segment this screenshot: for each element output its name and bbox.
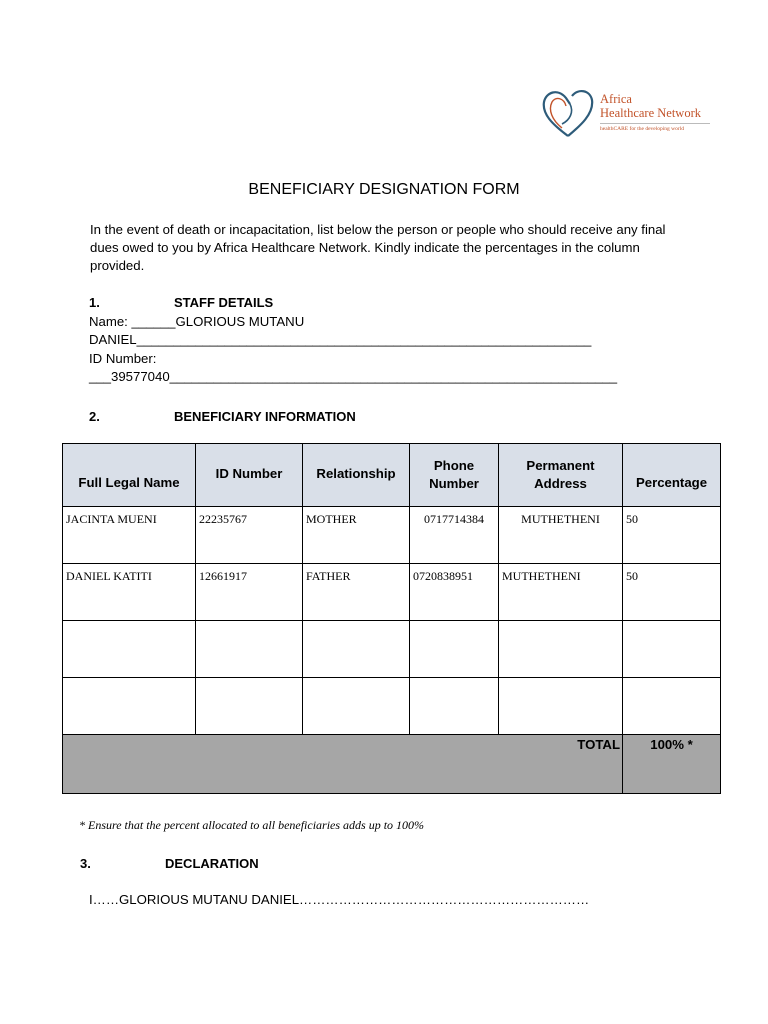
logo-wordmark bbox=[600, 92, 701, 120]
table-row bbox=[63, 507, 721, 564]
table-header-row bbox=[63, 444, 721, 507]
percentage-footnote: * Ensure that the percent allocated to all beneficiaries adds up to 100% bbox=[79, 818, 425, 832]
header-full-legal-name: Full Legal Name bbox=[63, 444, 196, 507]
total-value: 100% * bbox=[623, 735, 721, 794]
cell-phone[interactable]: 0717714384 bbox=[410, 507, 499, 564]
cell-percentage[interactable]: 50 bbox=[623, 564, 721, 621]
header-permanent-address: Permanent Address bbox=[499, 444, 623, 507]
cell-address[interactable]: MUTHETHENI bbox=[499, 564, 623, 621]
cell-id-number[interactable]: 12661917 bbox=[196, 564, 303, 621]
section-2-number: 2. bbox=[89, 409, 100, 424]
cell-phone[interactable] bbox=[410, 621, 499, 678]
heart-logo-icon bbox=[540, 84, 600, 142]
header-phone-number: Phone Number bbox=[410, 444, 499, 507]
staff-id-label: ID Number: bbox=[89, 351, 157, 366]
cell-relationship[interactable]: FATHER bbox=[303, 564, 410, 621]
section-1-number: 1. bbox=[89, 295, 100, 310]
cell-name[interactable] bbox=[63, 621, 196, 678]
staff-name-line-1: Name: ______GLORIOUS MUTANU bbox=[89, 314, 305, 329]
logo-line-2: Healthcare Network bbox=[600, 106, 701, 120]
total-label: TOTAL bbox=[63, 735, 623, 794]
cell-address[interactable]: MUTHETHENI bbox=[499, 507, 623, 564]
cell-address[interactable] bbox=[499, 621, 623, 678]
africa-healthcare-network-logo bbox=[540, 84, 715, 144]
cell-id-number[interactable] bbox=[196, 621, 303, 678]
cell-id-number[interactable]: 22235767 bbox=[196, 507, 303, 564]
header-percentage: Percentage bbox=[623, 444, 721, 507]
cell-phone[interactable] bbox=[410, 678, 499, 735]
table-row bbox=[63, 621, 721, 678]
cell-phone[interactable]: 0720838951 bbox=[410, 564, 499, 621]
cell-percentage[interactable] bbox=[623, 678, 721, 735]
logo-line-1: Africa bbox=[600, 92, 632, 106]
cell-address[interactable] bbox=[499, 678, 623, 735]
cell-id-number[interactable] bbox=[196, 678, 303, 735]
beneficiary-table bbox=[62, 443, 721, 794]
staff-name-line-2: DANIEL______________________________________________________________ bbox=[89, 332, 592, 347]
cell-name[interactable]: DANIEL KATITI bbox=[63, 564, 196, 621]
cell-percentage[interactable]: 50 bbox=[623, 507, 721, 564]
section-3-title: DECLARATION bbox=[165, 856, 259, 871]
logo-divider bbox=[600, 123, 710, 124]
cell-name[interactable] bbox=[63, 678, 196, 735]
table-row bbox=[63, 678, 721, 735]
header-id-number: ID Number bbox=[196, 444, 303, 507]
cell-percentage[interactable] bbox=[623, 621, 721, 678]
cell-relationship[interactable] bbox=[303, 678, 410, 735]
table-row bbox=[63, 564, 721, 621]
cell-name[interactable]: JACINTA MUENI bbox=[63, 507, 196, 564]
staff-id-line: ___39577040_____________________________________________________________ bbox=[89, 369, 618, 384]
cell-relationship[interactable] bbox=[303, 621, 410, 678]
section-1-title: STAFF DETAILS bbox=[174, 295, 274, 310]
declaration-line: I……GLORIOUS MUTANU DANIEL………………………………………………………… bbox=[89, 892, 590, 907]
table-total-row bbox=[63, 735, 721, 794]
header-relationship: Relationship bbox=[303, 444, 410, 507]
cell-relationship[interactable]: MOTHER bbox=[303, 507, 410, 564]
section-2-title: BENEFICIARY INFORMATION bbox=[174, 409, 356, 424]
section-3-number: 3. bbox=[80, 856, 91, 871]
form-title: BENEFICIARY DESIGNATION FORM bbox=[248, 181, 520, 198]
logo-tagline: healthCARE for the developing world bbox=[600, 126, 685, 132]
intro-paragraph: In the event of death or incapacitation, list below the person or people who should receive any final dues owed to you by Africa Healthcare Network. Kindly indicate the percentages in the column provided. bbox=[90, 222, 666, 273]
